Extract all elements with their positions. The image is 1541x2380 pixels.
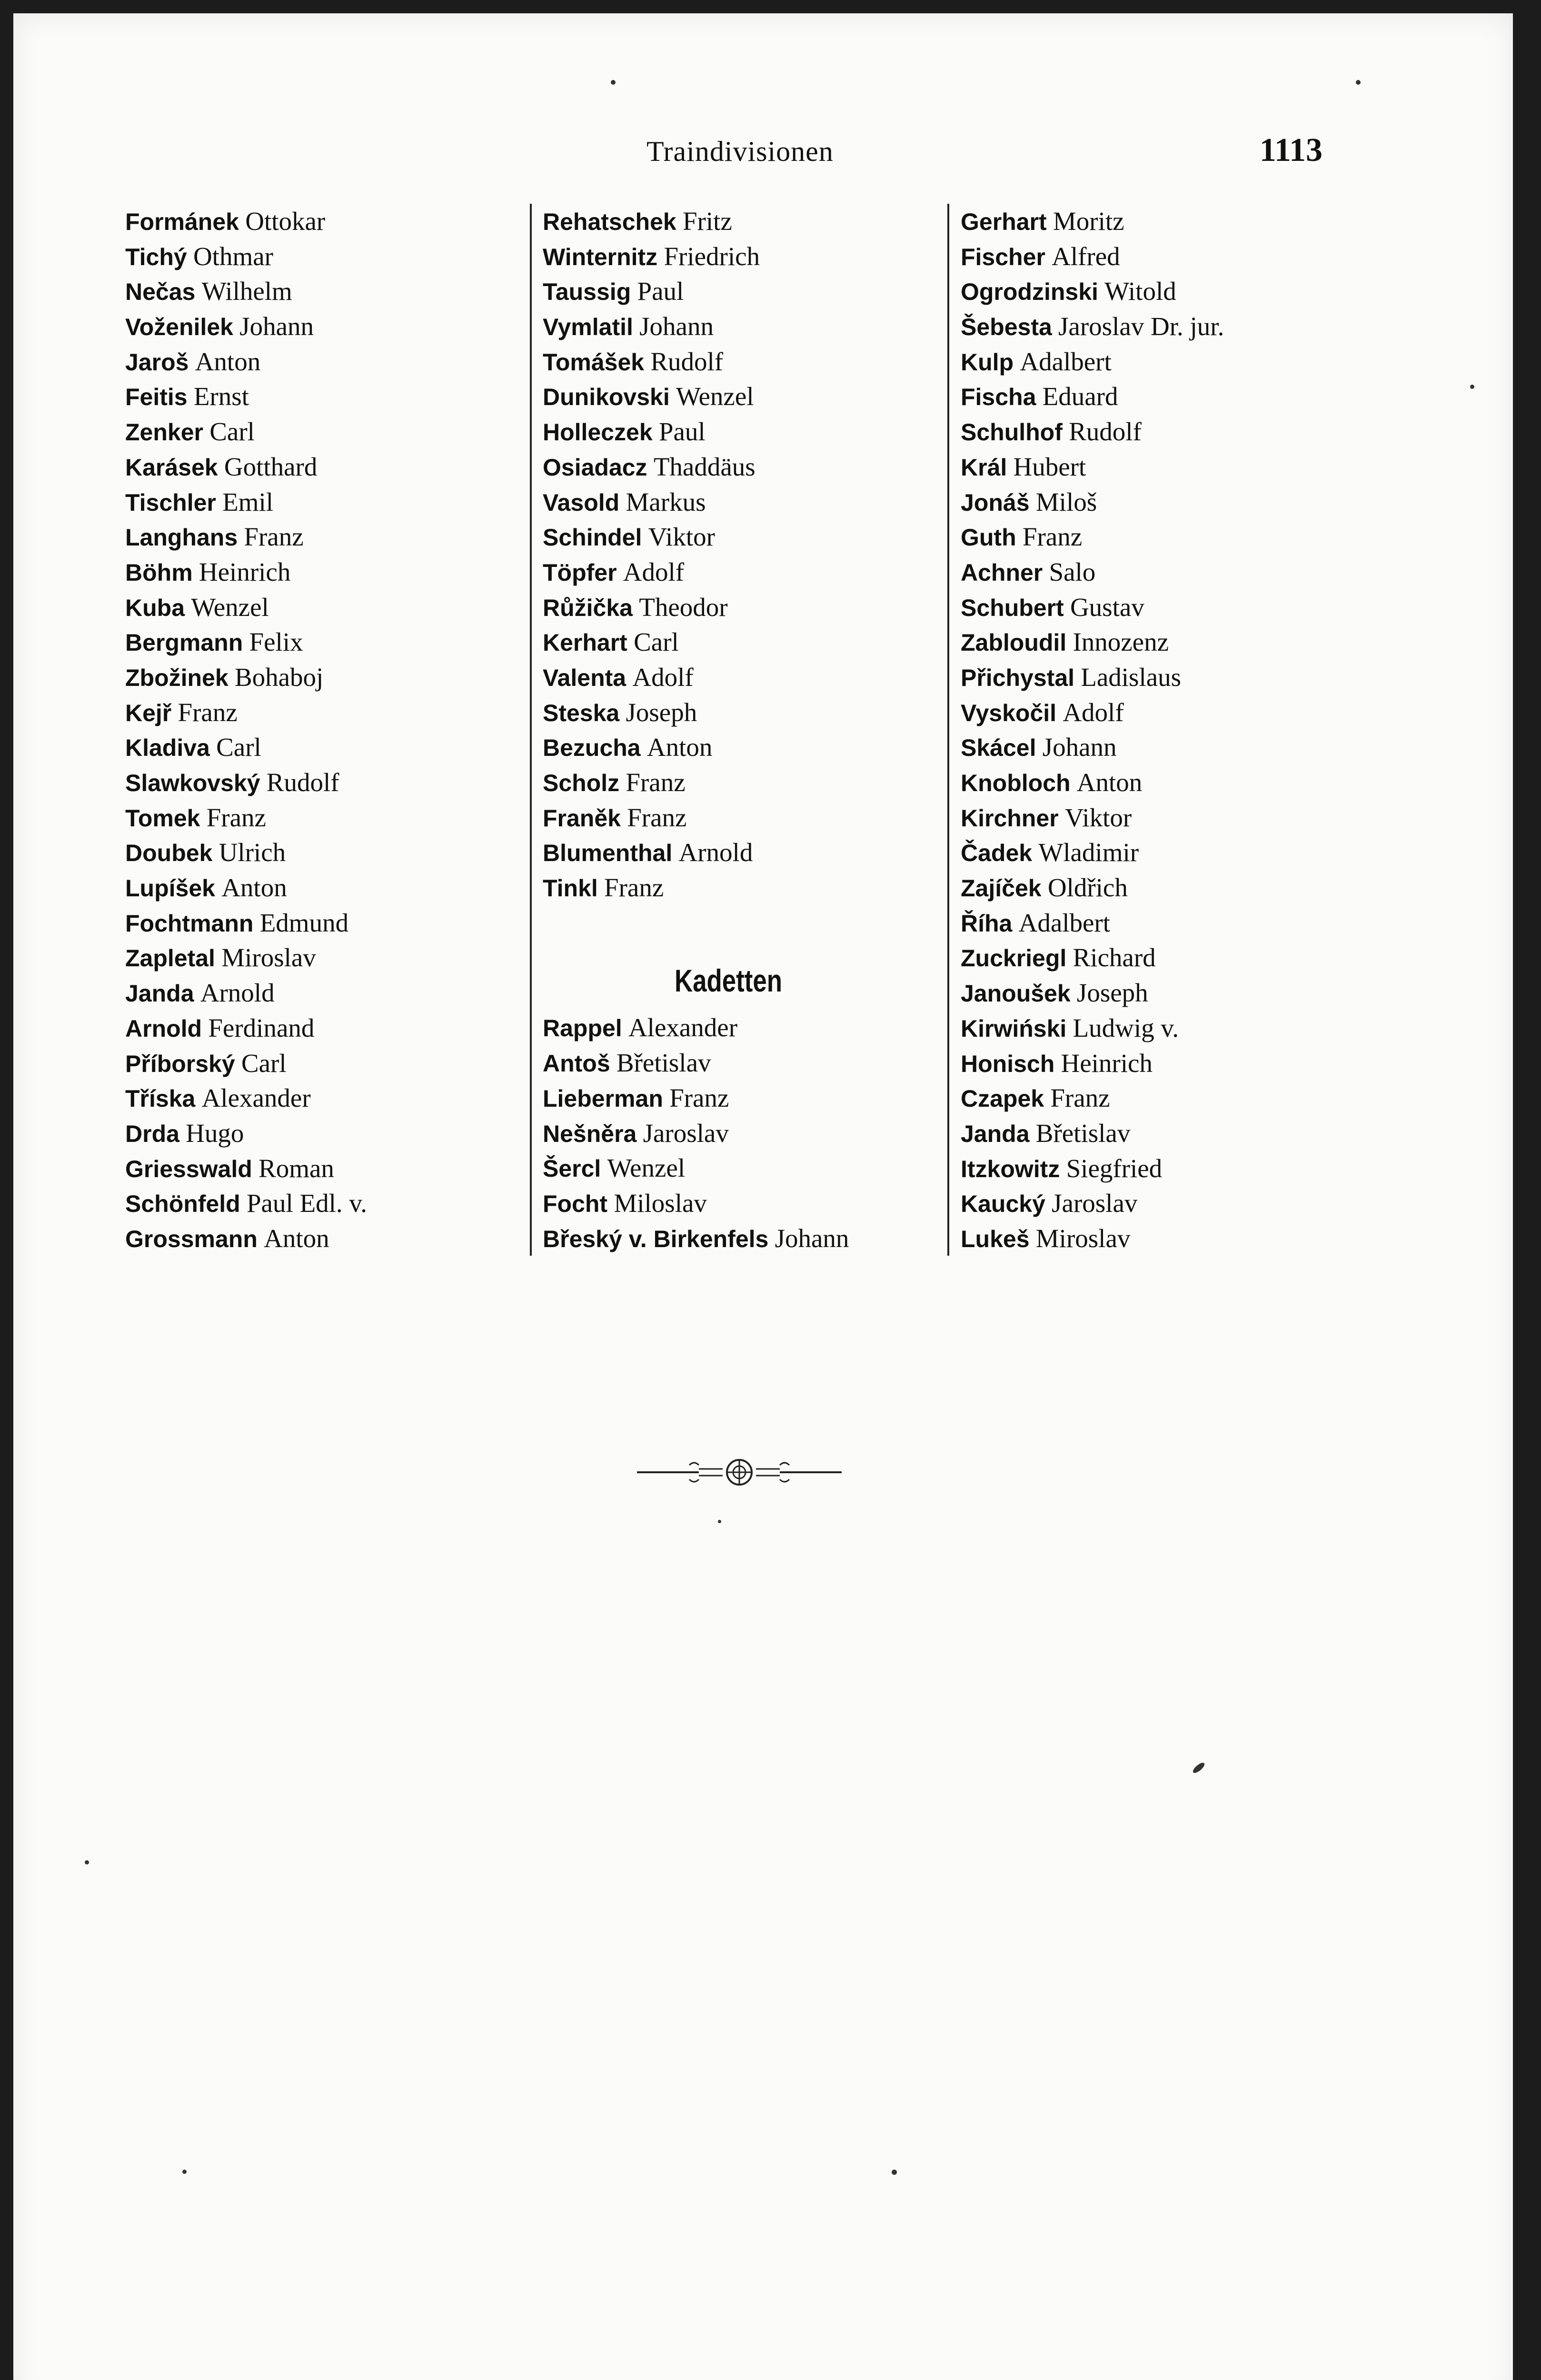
surname: Vymlatil — [543, 314, 633, 341]
given-name: Franz — [178, 697, 238, 727]
name-entry — [543, 695, 914, 730]
given-name: Gotthard — [224, 452, 318, 481]
surname: Antoš — [543, 1050, 610, 1077]
name-entry — [961, 905, 1224, 941]
name-entry — [125, 800, 367, 835]
given-name: Johann — [239, 312, 314, 341]
surname: Zajíček — [961, 875, 1042, 902]
column-divider — [530, 204, 532, 1256]
surname: Vyskočil — [961, 699, 1057, 726]
column-divider — [947, 204, 949, 1256]
given-name: Felix — [249, 627, 303, 657]
given-name: Siegfried — [1066, 1153, 1163, 1183]
name-entry — [543, 1116, 914, 1151]
surname: Drda — [125, 1120, 179, 1147]
name-entry — [125, 1151, 367, 1186]
surname: Winternitz — [543, 243, 658, 270]
surname: Ogrodzinski — [961, 278, 1098, 306]
surname: Jonáš — [961, 489, 1030, 516]
surname: Kladiva — [125, 734, 210, 762]
name-entry — [125, 379, 367, 414]
name-entry — [961, 800, 1224, 835]
name-entry — [543, 800, 914, 835]
name-entry — [543, 379, 914, 414]
name-entry — [125, 519, 367, 555]
name-entry — [543, 1081, 914, 1116]
surname: Itzkowitz — [961, 1155, 1060, 1182]
surname: Přichystal — [961, 664, 1075, 691]
print-speck — [611, 80, 616, 85]
given-name: Arnold — [200, 978, 275, 1008]
given-name: Rudolf — [1069, 417, 1142, 446]
given-name: Franz — [669, 1083, 729, 1112]
name-entry — [961, 940, 1224, 975]
surname: Tichý — [125, 243, 187, 270]
name-entry — [125, 1081, 367, 1116]
surname: Kirwiński — [961, 1015, 1067, 1042]
given-name: Franz — [1022, 522, 1083, 552]
surname: Lieberman — [543, 1085, 663, 1112]
given-name: Paul — [658, 417, 706, 446]
section-heading-kadetten: Kadetten — [675, 963, 782, 999]
given-name: Anton — [264, 1223, 329, 1253]
surname: Kirchner — [961, 804, 1059, 832]
given-name: Alfred — [1052, 241, 1120, 271]
surname: Kulp — [961, 348, 1014, 376]
given-name: Eduard — [1042, 382, 1118, 411]
surname: Kaucký — [961, 1190, 1045, 1218]
name-entry — [125, 309, 367, 344]
name-entry — [125, 204, 367, 239]
surname: Rappel — [543, 1015, 622, 1042]
given-name: Miroslav — [1035, 1223, 1131, 1253]
print-speck — [182, 2170, 187, 2174]
given-name: Adolf — [623, 557, 685, 586]
given-name: Miloslav — [614, 1188, 707, 1218]
name-entry — [543, 835, 914, 870]
surname: Zenker — [125, 419, 203, 446]
given-name: Viktor — [648, 522, 715, 552]
surname: Šebesta — [961, 314, 1052, 341]
name-entry — [961, 309, 1224, 344]
given-name: Anton — [646, 733, 713, 762]
name-entry — [125, 1186, 367, 1221]
given-name: Břetislav — [1035, 1118, 1131, 1148]
surname: Holleczek — [543, 419, 653, 446]
given-name: Ernst — [193, 382, 249, 411]
given-name: Ladislaus — [1081, 662, 1182, 692]
name-entry — [543, 485, 914, 520]
surname: Tinkl — [543, 875, 598, 902]
given-name: Theodor — [639, 592, 728, 622]
given-name: Fritz — [682, 207, 732, 236]
print-speck — [1356, 80, 1361, 85]
surname: Doubek — [125, 840, 213, 867]
name-entry — [125, 975, 367, 1011]
given-name: Thaddäus — [653, 452, 756, 481]
given-name: Franz — [206, 803, 266, 832]
surname: Nešněra — [543, 1120, 637, 1147]
print-speck — [1470, 385, 1474, 389]
surname: Zbožinek — [125, 664, 229, 691]
surname: Schulhof — [961, 419, 1063, 446]
surname: Knobloch — [961, 770, 1071, 796]
name-entry — [543, 449, 914, 485]
column-2-list — [543, 204, 914, 905]
running-title: Traindivisionen — [646, 136, 834, 167]
given-name: Richard — [1073, 943, 1156, 972]
given-name: Ferdinand — [208, 1013, 315, 1042]
surname: Zuckriegl — [961, 945, 1067, 972]
surname: Formánek — [125, 208, 239, 235]
surname: Voženilek — [125, 314, 233, 341]
given-name: Wladimir — [1038, 838, 1139, 867]
given-name: Franz — [627, 803, 687, 832]
surname: Janda — [961, 1120, 1030, 1147]
given-name: Innozenz — [1073, 627, 1169, 657]
surname: Janoušek — [961, 980, 1071, 1007]
name-entry — [543, 1150, 914, 1186]
given-name: Wilhelm — [201, 277, 292, 306]
name-entry — [543, 555, 914, 590]
surname: Zabloudil — [961, 629, 1067, 656]
name-entry — [125, 555, 367, 590]
given-name: Adalbert — [1020, 347, 1112, 376]
surname: Schubert — [961, 594, 1064, 621]
surname: Bezucha — [543, 734, 641, 762]
name-entry — [961, 1081, 1224, 1116]
given-name: Viktor — [1064, 803, 1132, 832]
surname: Feitis — [125, 384, 188, 411]
given-name: Gustav — [1070, 592, 1144, 622]
given-name: Břetislav — [616, 1048, 711, 1078]
name-entry — [961, 765, 1224, 800]
given-name: Heinrich — [1061, 1048, 1153, 1078]
name-entry — [961, 1116, 1224, 1151]
surname: Břeský v. Birkenfels — [543, 1225, 769, 1252]
surname: Karásek — [125, 454, 218, 481]
surname: Arnold — [125, 1015, 202, 1042]
name-entry — [543, 660, 914, 695]
given-name: Paul — [637, 277, 684, 306]
given-name: Emil — [222, 487, 274, 516]
name-entry — [543, 730, 914, 765]
given-name: Carl — [634, 627, 679, 657]
given-name: Franz — [1050, 1083, 1110, 1113]
name-entry — [543, 309, 914, 344]
surname: Slawkovský — [125, 770, 260, 796]
surname: Tischler — [125, 489, 216, 516]
name-entry — [961, 870, 1224, 905]
surname: Tomášek — [543, 348, 645, 376]
surname: Tomek — [125, 804, 200, 832]
name-entry — [125, 414, 367, 449]
name-entry — [961, 625, 1224, 660]
given-name: Franz — [604, 873, 664, 902]
given-name: Edmund — [259, 908, 349, 937]
name-column-2 — [543, 204, 914, 1256]
surname: Griesswald — [125, 1155, 252, 1182]
name-entry — [543, 414, 914, 449]
print-speck — [718, 1520, 721, 1523]
name-entry — [961, 414, 1224, 449]
name-entry — [125, 485, 367, 520]
surname: Fochtmann — [125, 910, 254, 937]
name-entry — [125, 1011, 367, 1046]
surname: Čadek — [961, 840, 1033, 867]
surname: Vasold — [543, 489, 620, 516]
name-entry — [543, 1186, 914, 1221]
name-entry — [125, 449, 367, 485]
name-entry — [125, 905, 367, 941]
name-entry — [125, 695, 367, 730]
surname: Czapek — [961, 1085, 1044, 1112]
name-entry — [125, 344, 367, 379]
given-name: Heinrich — [199, 557, 291, 586]
given-name: Hubert — [1013, 452, 1086, 481]
given-name: Ulrich — [219, 838, 286, 867]
given-name: Carl — [241, 1048, 287, 1078]
surname: Taussig — [543, 278, 631, 306]
name-entry — [961, 274, 1224, 309]
surname: Steska — [543, 699, 620, 726]
surname: Král — [961, 454, 1007, 481]
given-name: Franz — [626, 768, 686, 797]
given-name: Markus — [626, 487, 706, 516]
name-entry — [125, 1221, 367, 1256]
surname: Osiadacz — [543, 454, 647, 481]
page-number: 1113 — [1259, 132, 1322, 169]
name-entry — [961, 590, 1224, 625]
name-entry — [961, 1186, 1224, 1221]
given-name: Bohaboj — [234, 662, 324, 692]
surname: Achner — [961, 559, 1043, 586]
given-name: Arnold — [678, 838, 753, 867]
name-entry — [543, 344, 914, 379]
ornamental-rule-icon — [637, 1456, 842, 1489]
given-name: Alexander — [201, 1083, 311, 1113]
surname: Scholz — [543, 770, 620, 796]
name-entry — [961, 835, 1224, 870]
name-entry — [961, 519, 1224, 555]
given-name: Wenzel — [676, 382, 754, 411]
kadetten-list — [543, 1010, 914, 1256]
given-name: Franz — [244, 522, 304, 552]
name-entry — [543, 625, 914, 660]
given-name: Adolf — [1063, 697, 1124, 727]
surname: Honisch — [961, 1050, 1055, 1077]
name-entry — [125, 835, 367, 870]
surname: Nečas — [125, 278, 196, 306]
surname: Lukeš — [961, 1225, 1030, 1252]
name-entry — [543, 1045, 914, 1081]
surname: Böhm — [125, 559, 193, 586]
name-entry — [961, 1046, 1224, 1081]
surname: Zapletal — [125, 945, 215, 972]
given-name: Jaroslav Dr. jur. — [1058, 312, 1224, 341]
given-name: Adalbert — [1018, 908, 1111, 937]
given-name: Alexander — [628, 1013, 738, 1042]
name-entry — [543, 590, 914, 625]
surname: Fischer — [961, 243, 1045, 270]
given-name: Salo — [1049, 557, 1096, 586]
surname: Rehatschek — [543, 208, 676, 235]
surname: Valenta — [543, 664, 626, 691]
surname: Gerhart — [961, 208, 1047, 235]
given-name: Friedrich — [664, 241, 760, 271]
name-entry — [961, 379, 1224, 414]
given-name: Hugo — [186, 1118, 244, 1148]
surname: Lupíšek — [125, 875, 215, 902]
surname: Langhans — [125, 524, 238, 551]
name-entry — [543, 204, 914, 239]
given-name: Othmar — [193, 241, 273, 271]
name-entry — [543, 519, 914, 555]
name-column-1 — [125, 204, 367, 1256]
given-name: Anton — [1076, 768, 1143, 797]
surname: Töpfer — [543, 559, 617, 586]
given-name: Oldřich — [1047, 873, 1128, 902]
name-entry — [125, 940, 367, 975]
given-name: Anton — [221, 873, 287, 902]
given-name: Johann — [775, 1223, 849, 1253]
name-entry — [961, 730, 1224, 765]
name-entry — [125, 1116, 367, 1151]
surname: Dunikovski — [543, 384, 670, 411]
name-entry — [543, 765, 914, 800]
surname: Šercl — [543, 1155, 601, 1182]
surname: Bergmann — [125, 629, 243, 656]
surname: Kuba — [125, 594, 185, 621]
name-entry — [125, 590, 367, 625]
given-name: Wenzel — [607, 1153, 686, 1183]
name-entry — [125, 660, 367, 695]
given-name: Jaroslav — [1052, 1189, 1138, 1218]
name-entry — [125, 765, 367, 800]
given-name: Rudolf — [650, 347, 724, 376]
given-name: Joseph — [626, 697, 697, 727]
surname: Fischa — [961, 384, 1036, 411]
name-entry — [961, 1151, 1224, 1186]
surname: Guth — [961, 524, 1016, 551]
given-name: Ludwig v. — [1073, 1013, 1179, 1042]
surname: Focht — [543, 1190, 608, 1217]
name-entry — [961, 975, 1224, 1011]
given-name: Johann — [639, 312, 714, 341]
name-entry — [961, 204, 1224, 239]
name-entry — [961, 555, 1224, 590]
given-name: Miloš — [1035, 487, 1097, 516]
given-name: Carl — [209, 417, 255, 446]
given-name: Rudolf — [266, 768, 339, 797]
given-name: Carl — [216, 733, 261, 762]
name-entry — [125, 625, 367, 660]
name-entry — [961, 1221, 1224, 1256]
surname: Franěk — [543, 804, 621, 832]
print-speck — [892, 2170, 897, 2175]
surname: Příborský — [125, 1050, 235, 1077]
name-entry — [543, 870, 914, 905]
surname: Skácel — [961, 734, 1036, 762]
surname: Janda — [125, 980, 194, 1007]
given-name: Wenzel — [191, 592, 269, 622]
surname: Kejř — [125, 699, 172, 726]
given-name: Moritz — [1053, 207, 1124, 236]
given-name: Anton — [195, 347, 261, 376]
print-speck — [85, 1860, 89, 1864]
surname: Schindel — [543, 524, 642, 551]
surname: Růžička — [543, 594, 633, 621]
given-name: Adolf — [632, 662, 694, 692]
name-entry — [961, 695, 1224, 730]
book-page — [13, 13, 1513, 2380]
name-entry — [961, 1011, 1224, 1046]
given-name: Miroslav — [221, 943, 316, 972]
name-entry — [543, 274, 914, 309]
name-entry — [961, 344, 1224, 379]
surname: Kerhart — [543, 629, 627, 656]
name-entry — [543, 1010, 914, 1045]
name-entry — [125, 730, 367, 765]
name-entry — [125, 239, 367, 274]
given-name: Paul Edl. v. — [246, 1189, 368, 1218]
given-name: Johann — [1042, 733, 1117, 762]
given-name: Joseph — [1076, 978, 1148, 1008]
name-entry — [125, 1046, 367, 1081]
name-entry — [961, 239, 1224, 274]
name-entry — [543, 239, 914, 274]
surname: Schönfeld — [125, 1190, 240, 1218]
surname: Grossmann — [125, 1225, 258, 1252]
surname: Jaroš — [125, 348, 189, 376]
surname: Tříska — [125, 1085, 196, 1112]
surname: Blumenthal — [543, 840, 673, 867]
print-speck — [1192, 1761, 1206, 1775]
name-entry — [543, 1221, 914, 1256]
surname: Říha — [961, 910, 1013, 937]
name-entry — [125, 870, 367, 905]
given-name: Jaroslav — [643, 1118, 729, 1148]
name-entry — [125, 274, 367, 309]
name-entry — [961, 449, 1224, 485]
name-entry — [961, 485, 1224, 520]
name-entry — [961, 660, 1224, 695]
given-name: Ottokar — [245, 207, 326, 236]
given-name: Witold — [1104, 277, 1176, 306]
name-column-3 — [961, 204, 1224, 1256]
given-name: Roman — [258, 1153, 334, 1183]
